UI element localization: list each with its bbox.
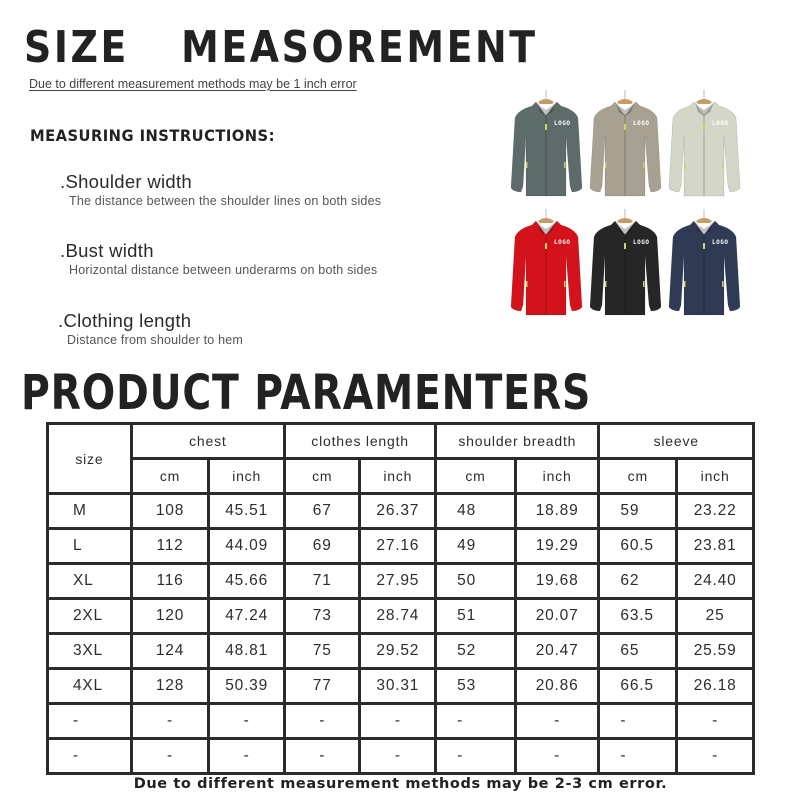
table-row: [48, 634, 754, 669]
measurement-cell: 63.5: [599, 599, 677, 634]
size-cell: L: [48, 529, 132, 564]
size-cell: -: [48, 739, 132, 774]
product-parameters-title: PRODUCT PARAMENTERS: [21, 365, 592, 421]
footer-error-note: Due to different measurement methods may be 2-3 cm error.: [133, 776, 668, 792]
logo-placeholder: LOGO: [712, 239, 729, 246]
measurement-cell: 27.16: [360, 529, 436, 564]
measurement-cell: 60.5: [599, 529, 677, 564]
measurement-cell: 120: [131, 599, 209, 634]
logo-placeholder: LOGO: [554, 239, 571, 246]
measurement-cell: 112: [131, 529, 209, 564]
measurement-cell: 50.39: [209, 669, 285, 704]
size-chart-table: [46, 422, 755, 775]
jacket-icon: [508, 207, 585, 322]
measurement-cell: 30.31: [360, 669, 436, 704]
measurement-cell: 69: [284, 529, 359, 564]
measurement-cell: 49: [436, 529, 516, 564]
logo-placeholder: LOGO: [633, 239, 650, 246]
measurement-cell: -: [209, 739, 285, 774]
table-row: [48, 494, 754, 529]
measurement-cell: -: [515, 704, 599, 739]
table-row: [48, 739, 754, 774]
measurement-cell: 25.59: [677, 634, 754, 669]
product-color-gallery: [508, 88, 768, 328]
jacket-icon: [587, 88, 664, 203]
sleeve-header: sleeve: [599, 424, 754, 459]
measurement-cell: -: [599, 739, 677, 774]
chest-header: chest: [131, 424, 284, 459]
jacket-icon: [508, 88, 585, 203]
size-cell: M: [48, 494, 132, 529]
jacket-icon: [666, 88, 743, 203]
measurement-cell: 65: [599, 634, 677, 669]
measurement-cell: 45.51: [209, 494, 285, 529]
measurement-cell: -: [436, 739, 516, 774]
measurement-cell: -: [284, 739, 359, 774]
unit-header: cm: [436, 459, 516, 494]
measurement-cell: 51: [436, 599, 516, 634]
unit-header: cm: [284, 459, 359, 494]
logo-placeholder: LOGO: [554, 120, 571, 127]
measurement-cell: -: [436, 704, 516, 739]
jacket-image-red: [508, 207, 585, 322]
size-cell: 2XL: [48, 599, 132, 634]
measurement-cell: 29.52: [360, 634, 436, 669]
measurement-cell: 19.29: [515, 529, 599, 564]
jacket-image-gray-green: [508, 88, 585, 203]
size-cell: 4XL: [48, 669, 132, 704]
instruction-bust-width: [60, 240, 377, 278]
clothes-length-header: clothes length: [284, 424, 435, 459]
instruction-shoulder-width: [60, 171, 381, 209]
measurement-cell: 77: [284, 669, 359, 704]
measurement-cell: 48.81: [209, 634, 285, 669]
measurement-cell: 59: [599, 494, 677, 529]
measurement-cell: 67: [284, 494, 359, 529]
table-row: [48, 529, 754, 564]
jacket-image-khaki: [587, 88, 664, 203]
measurement-cell: 27.95: [360, 564, 436, 599]
page-title: SIZE MEASOREMENT: [24, 22, 538, 73]
table-row: [48, 564, 754, 599]
jacket-image-light-beige: [666, 88, 743, 203]
logo-placeholder: LOGO: [712, 120, 729, 127]
measurement-cell: 19.68: [515, 564, 599, 599]
measurement-cell: 73: [284, 599, 359, 634]
measurement-cell: 20.47: [515, 634, 599, 669]
measurement-cell: 44.09: [209, 529, 285, 564]
instruction-heading: .Clothing length: [58, 310, 192, 331]
measurement-cell: 47.24: [209, 599, 285, 634]
measurement-cell: 62: [599, 564, 677, 599]
measurement-cell: 45.66: [209, 564, 285, 599]
measurement-cell: 48: [436, 494, 516, 529]
measurement-cell: 20.07: [515, 599, 599, 634]
measurement-cell: 50: [436, 564, 516, 599]
measurement-cell: 28.74: [360, 599, 436, 634]
size-cell: 3XL: [48, 634, 132, 669]
unit-header: inch: [360, 459, 436, 494]
table-row: [48, 599, 754, 634]
measurement-cell: -: [360, 704, 436, 739]
instruction-description: The distance between the shoulder lines on both sides: [69, 194, 382, 208]
unit-header: inch: [209, 459, 285, 494]
size-cell: -: [48, 704, 132, 739]
table-row: [48, 704, 754, 739]
jacket-image-navy: [666, 207, 743, 322]
measurement-cell: 108: [131, 494, 209, 529]
measurement-cell: 23.81: [677, 529, 754, 564]
measurement-cell: 26.18: [677, 669, 754, 704]
measurement-cell: -: [209, 704, 285, 739]
jacket-image-black: [587, 207, 664, 322]
logo-placeholder: LOGO: [633, 120, 650, 127]
instruction-description: Distance from shoulder to hem: [67, 333, 244, 347]
measurement-cell: 66.5: [599, 669, 677, 704]
instruction-heading: .Shoulder width: [60, 171, 193, 192]
measurement-cell: 25: [677, 599, 754, 634]
measurement-cell: -: [515, 739, 599, 774]
instruction-clothing-length: [58, 310, 243, 348]
jacket-icon: [666, 207, 743, 322]
measurement-cell: 26.37: [360, 494, 436, 529]
measurement-cell: -: [677, 704, 754, 739]
unit-row: [48, 459, 754, 494]
measurement-cell: 18.89: [515, 494, 599, 529]
measurement-cell: -: [677, 739, 754, 774]
instruction-description: Horizontal distance between underarms on both sides: [69, 263, 378, 277]
measurement-cell: -: [131, 739, 209, 774]
measurement-cell: -: [131, 704, 209, 739]
size-header: size: [48, 424, 132, 494]
measurement-cell: 24.40: [677, 564, 754, 599]
measurement-cell: -: [284, 704, 359, 739]
measurement-error-note: Due to different measurement methods may be 1 inch error: [29, 77, 357, 91]
measurement-cell: 75: [284, 634, 359, 669]
measurement-cell: -: [599, 704, 677, 739]
instruction-heading: .Bust width: [60, 240, 154, 261]
measurement-cell: 116: [131, 564, 209, 599]
measurement-cell: 20.86: [515, 669, 599, 704]
measurement-cell: 53: [436, 669, 516, 704]
measurement-cell: 71: [284, 564, 359, 599]
jacket-icon: [587, 207, 664, 322]
unit-header: cm: [599, 459, 677, 494]
measurement-cell: 23.22: [677, 494, 754, 529]
measurement-cell: -: [360, 739, 436, 774]
measurement-cell: 128: [131, 669, 209, 704]
shoulder-breadth-header: shoulder breadth: [436, 424, 599, 459]
instructions-title: MEASURING INSTRUCTIONS:: [30, 126, 275, 145]
size-cell: XL: [48, 564, 132, 599]
unit-header: inch: [677, 459, 754, 494]
measurement-cell: 124: [131, 634, 209, 669]
unit-header: cm: [131, 459, 209, 494]
measurement-cell: 52: [436, 634, 516, 669]
unit-header: inch: [515, 459, 599, 494]
table-row: [48, 669, 754, 704]
